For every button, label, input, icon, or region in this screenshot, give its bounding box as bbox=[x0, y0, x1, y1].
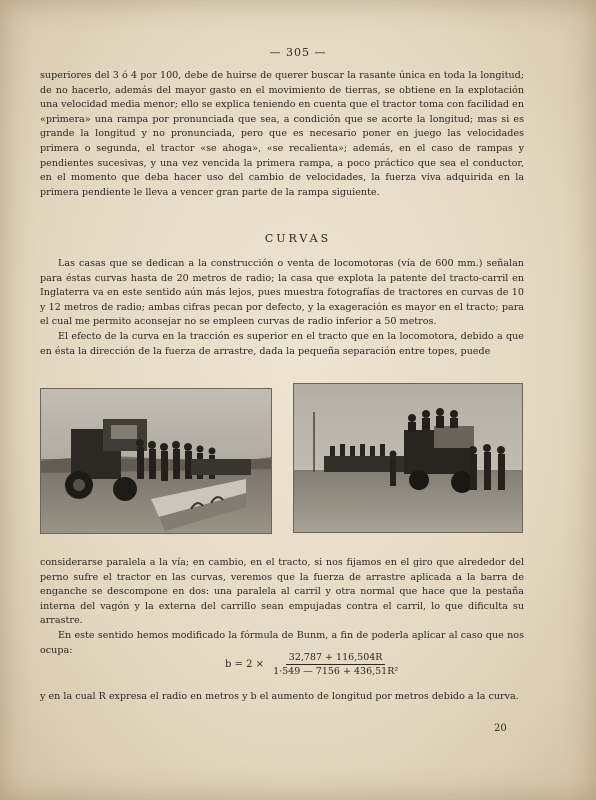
paragraph-formula-explanation bbox=[40, 690, 524, 705]
photo-tractor-with-passengers bbox=[293, 383, 523, 533]
paragraph-text: y en la cual R expresa el radio en metros y b el aumento de longitud por metros debido a la curva. bbox=[40, 691, 519, 702]
photo-tractor-on-bridge bbox=[40, 388, 272, 534]
paragraph-text: superiores del 3 ó 4 por 100, debe de huirse de querer buscar la rasante única en toda la longitud; de no hacerlo, además del mayor gasto en el movimiento de tierras, se obtiene en la explotación una velocidad media menor; ello se explica teniendo en cuenta que el tractor toma con facilidad en «primera» una rampa por pronunciada que sea, a condición que se acorte la longitud; mas si es grande la longitud y no pronunciada, pero que es necesario poner en juego las velocidades primera o segunda, el tractor «se ahoga», «se recalienta»; además, en el caso de rampas y pendientes sucesivas, y una vez vencida la primera rampa, a poco práctico que sea el conductor, en el momento que deba hacer uso del cambio de velocidades, la fuerza viva adquirida en la primera pendiente le lleva a vencer gran parte de la rampa siguiente. bbox=[40, 70, 524, 198]
paragraph-curvas bbox=[40, 257, 524, 359]
paragraph-text: Las casas que se dedican a la construcción o venta de locomotoras (vía de 600 mm.) señalan para éstas curvas hasta de 20 metros de radio; la casa que explota la patente del tracto-carril en Inglaterra va en este sentido aún más lejos, pues muestra fotografías de tractores en curvas de 10 y 12 metros de radio; ambas cifras pecan por defecto, y la exageración es mayor en el tracto; para el cual me permito aconsejar no se empleen curvas de radio inferior a 50 metros. bbox=[40, 258, 524, 328]
formula-denominator: 1·549 — 7156 + 436,51R² bbox=[273, 666, 399, 677]
paragraph-text: considerarse paralela a la vía; en cambio, en el tracto, si nos fijamos en el giro que alrededor del perno sufre el tractor en las curvas, veremos que la fuerza de arrastre aplicada a la barra de enganche se descompone en dos: una paralela al carril y otra normal que hace que la pestaña interna del vagón y la externa del carrillo sean empujadas contra el carril, lo que dificulta su arrastre. bbox=[40, 557, 524, 627]
paragraph-fuerza-arrastre bbox=[40, 556, 524, 629]
photo-tractor-on-bridge-image bbox=[41, 389, 271, 533]
formula-fraction bbox=[270, 652, 401, 677]
paragraph-text: En este sentido hemos modificado la fórmula de Bunm, a fin de poderla aplicar al caso que nos ocupa: bbox=[40, 630, 524, 656]
paragraph-rampas bbox=[40, 69, 524, 200]
bunm-formula bbox=[225, 652, 401, 677]
photo-tractor-with-passengers-image bbox=[294, 384, 522, 532]
section-heading-curvas: CURVAS bbox=[264, 232, 332, 245]
formula-numerator: 32,787 + 116,504R bbox=[286, 652, 386, 665]
page-number: — 305 — bbox=[269, 46, 327, 59]
paragraph-text: El efecto de la curva en la tracción es superior en el tracto que en la locomotora, debido a que en ésta la dirección de la fuerza de arrastre, dada la pequeña separación entre topes, puede bbox=[40, 330, 524, 357]
signature-number: 20 bbox=[494, 723, 507, 734]
formula-lhs: b = 2 × bbox=[225, 659, 265, 670]
